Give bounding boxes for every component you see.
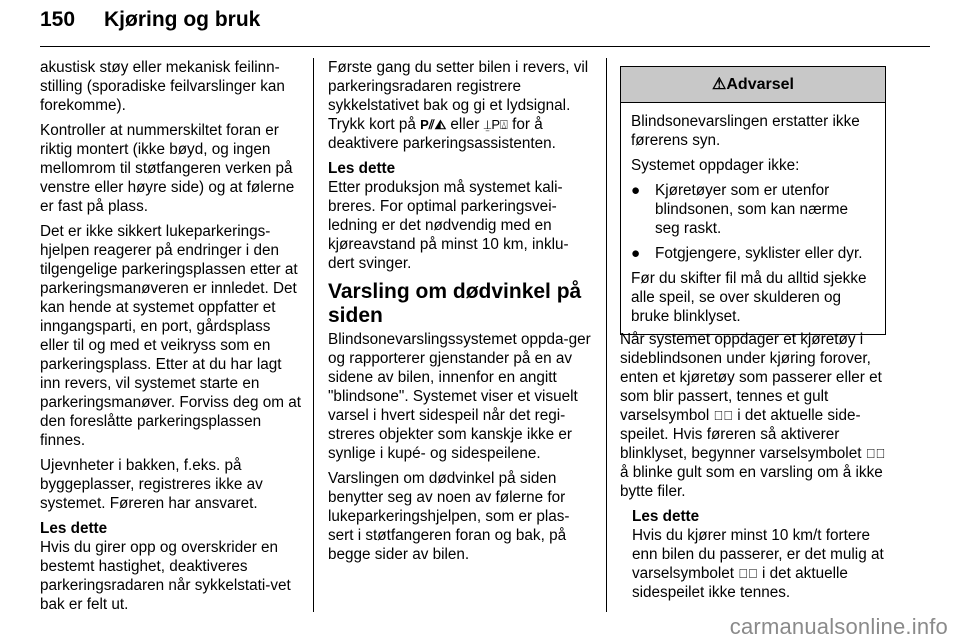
- section-heading: Varsling om dødvinkel på siden: [328, 280, 582, 327]
- park-assist-off-icon: ⍊P⍍: [483, 117, 508, 132]
- note-text: i det aktuelle sidespeilet ikke tennes.: [632, 565, 848, 601]
- park-assist-button-icon: P⫽◭: [420, 117, 447, 132]
- column-divider: [606, 58, 607, 612]
- warning-icon: ⚠: [712, 76, 727, 93]
- note-label: Les dette: [632, 508, 700, 525]
- bullet-icon: ●: [631, 182, 641, 199]
- note-text: Hvis du kjører minst 10 km/t fortere enn bilen du passerer, er det mulig at varselsymbolet: [632, 527, 884, 582]
- note-label: Les dette: [328, 160, 396, 177]
- paragraph: Ujevnheter i bakken, f.eks. på byggeplasser, registreres ikke av systemet. Føreren har ansvaret.: [40, 457, 263, 512]
- paragraph: Før du skifter fil må du alltid sjekke alle speil, se over skulderen og bruke blinklyset.: [631, 270, 867, 325]
- warning-title: Advarsel: [726, 76, 794, 93]
- note-text: Hvis du girer opp og overskrider en bestemt hastighet, deaktiveres parkeringsradaren når sykkelstati-vet bak er felt ut.: [40, 539, 291, 613]
- page-header: [40, 7, 260, 33]
- header-rule: [40, 46, 930, 47]
- blind-spot-icon: ⁂⃞: [713, 408, 734, 423]
- text-span: eller: [450, 116, 480, 133]
- text-span: å blinke gult som en varsling om å ikke bytte filer.: [620, 464, 883, 500]
- paragraph: [328, 58, 592, 153]
- watermark: carmanualsonline.info: [729, 614, 948, 639]
- paragraph: Varslingen om dødvinkel på siden benytter seg av noen av følerne for lukeparkeringshjelpen, som er plas-sert i støtfangeren foran og bak, på begge sider av bilen.: [328, 470, 570, 563]
- text-span: Når systemet oppdager et kjøretøy i sideblindsonen under kjøring forover, enten et kjøretøy som passerer eller et som blir passert, tennes et gult varselsymbol: [620, 331, 882, 424]
- text-span: Første gang du setter bilen i revers, vil parkeringsradaren registrere sykkelstativet bak og gi et lydsignal. Trykk kort på: [328, 59, 589, 133]
- blind-spot-icon: ⁂⃞: [865, 446, 886, 461]
- paragraph: Kontroller at nummerskiltet foran er riktig montert (ikke bøyd, og ingen mellomrom til støtfangeren verken på venstre eller høyre side) og at følerne er fast på plass.: [40, 122, 295, 215]
- note: [40, 519, 302, 614]
- paragraph: [620, 330, 890, 501]
- bullet-icon: ●: [631, 245, 641, 262]
- page-title: Kjøring og bruk: [104, 8, 261, 31]
- column-divider: [313, 58, 314, 612]
- column-2: [328, 58, 592, 570]
- column-3: [620, 330, 890, 608]
- note: [620, 507, 890, 602]
- note: [328, 159, 592, 273]
- bullet-item: [631, 244, 875, 263]
- note-label: Les dette: [40, 520, 108, 537]
- warning-body: [621, 103, 885, 334]
- bullet-item: [631, 181, 875, 238]
- page-number: 150: [40, 8, 76, 31]
- column-1: [40, 58, 302, 614]
- text-span: for å deaktivere parkeringsassistenten.: [328, 116, 556, 152]
- bullet-text: Fotgjengere, syklister eller dyr.: [655, 245, 863, 262]
- paragraph: Det er ikke sikkert lukeparkerings-hjelpen reagerer på endringer i den tilgengelige parkeringsplassen etter at parkeringsmanøveren er innledet. Det kan hende at systemet oppfatter et inngangsparti, en port, gårdsplass eller til og med et veikryss som en parkeringsplass. Etter at du har lagt inn revers, vil systemet starte en parkeringsmanøver. Forviss deg om at den foreslåtte parkeringsplassen finnes.: [40, 223, 301, 449]
- paragraph: akustisk støy eller mekanisk feilinn-stilling (sporadiske feilvarslinger kan forekomme).: [40, 59, 285, 114]
- paragraph: Blindsonevarslingssystemet oppda-ger og rapporterer gjenstander på en av sidene av bilen, innenfor en angitt "blindsone". Systemet viser et visuelt varsel i hvert sidespeil når det regi-streres objekter som kanskje ikke er synlige i kupé- og sidespeilene.: [328, 331, 591, 462]
- paragraph: Blindsonevarslingen erstatter ikke førerens syn.: [631, 113, 860, 149]
- note-text: Etter produksjon må systemet kali-breres. For optimal parkeringsvei-ledning er det nødvendig med en kjøreavstand på minst 10 km, inklu-dert svinger.: [328, 179, 569, 272]
- text-span: i det aktuelle side-speilet. Hvis føreren så aktiverer blinklyset, begynner varselsymbolet: [620, 407, 862, 462]
- warning-header: [621, 67, 885, 103]
- bullet-text: Kjøretøyer som er utenfor blindsonen, som kan nærme seg raskt.: [655, 182, 849, 237]
- blind-spot-icon: ⁂⃞: [738, 566, 758, 581]
- paragraph: Systemet oppdager ikke:: [631, 157, 800, 174]
- warning-box: [620, 66, 886, 335]
